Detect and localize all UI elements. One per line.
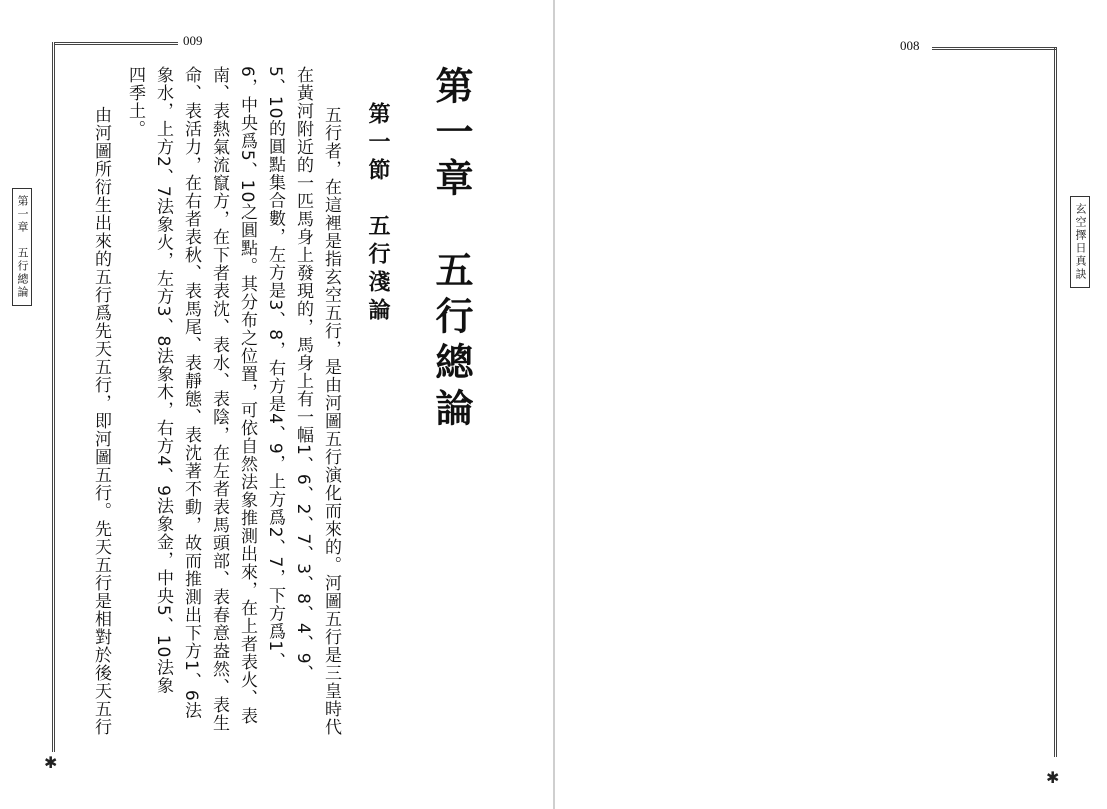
body-column-2: 在黃河附近的一匹馬身上發現的，馬身上有一幅1、6、2、7、3、8、4、9、	[293, 66, 313, 683]
book-title-side-tab: 玄空擇日真訣	[1070, 196, 1090, 288]
bottom-star-icon: ✱	[1046, 768, 1060, 787]
paragraph-2-column: 由河圖所衍生出來的五行爲先天五行，即河圖五行。先天五行是相對於後天五行	[91, 106, 111, 736]
page-008	[554, 0, 1107, 809]
right-border-rule	[1054, 47, 1057, 757]
body-column-7: 象水，上方2、7法象火，左方3、8法象木，右方4、9法象金，中央5、10法象	[153, 66, 173, 695]
body-column-5: 南、表熱氣流竄方，在下者表沈、表水、表陰，在左者表馬頭部、表春意盎然、表生	[209, 66, 229, 732]
left-border-rule	[52, 42, 55, 752]
page-number: 009	[183, 33, 203, 48]
section-title: 第一節 五行淺論	[365, 102, 390, 326]
paragraph-1-first-column: 五行者，在這裡是指玄空五行，是由河圖五行演化而來的。河圖五行是三皇時代	[321, 106, 341, 736]
body-column-4: 6，中央爲5、10之圓點。其分布之位置，可依自然法象推測出來，在上者表火、表	[237, 66, 257, 726]
bottom-star-icon: ✱	[44, 753, 58, 772]
body-column-6: 命、表活力，在右者表秋、表馬尾、表靜態、表沈著不動，故而推測出下方1、6法	[181, 66, 201, 720]
chapter-title: 第一章 五行總論	[429, 66, 473, 434]
top-border-rule	[932, 47, 1056, 50]
body-column-3: 5、10的圓點集合數，左方是3、8，右方是4、9，上方爲2、7，下方爲1、	[265, 66, 285, 671]
chapter-side-tab: 第一章 五行總論	[12, 188, 32, 306]
top-border-rule	[54, 42, 178, 45]
body-column-8: 四季土。	[125, 66, 145, 138]
page-number: 008	[900, 38, 920, 53]
